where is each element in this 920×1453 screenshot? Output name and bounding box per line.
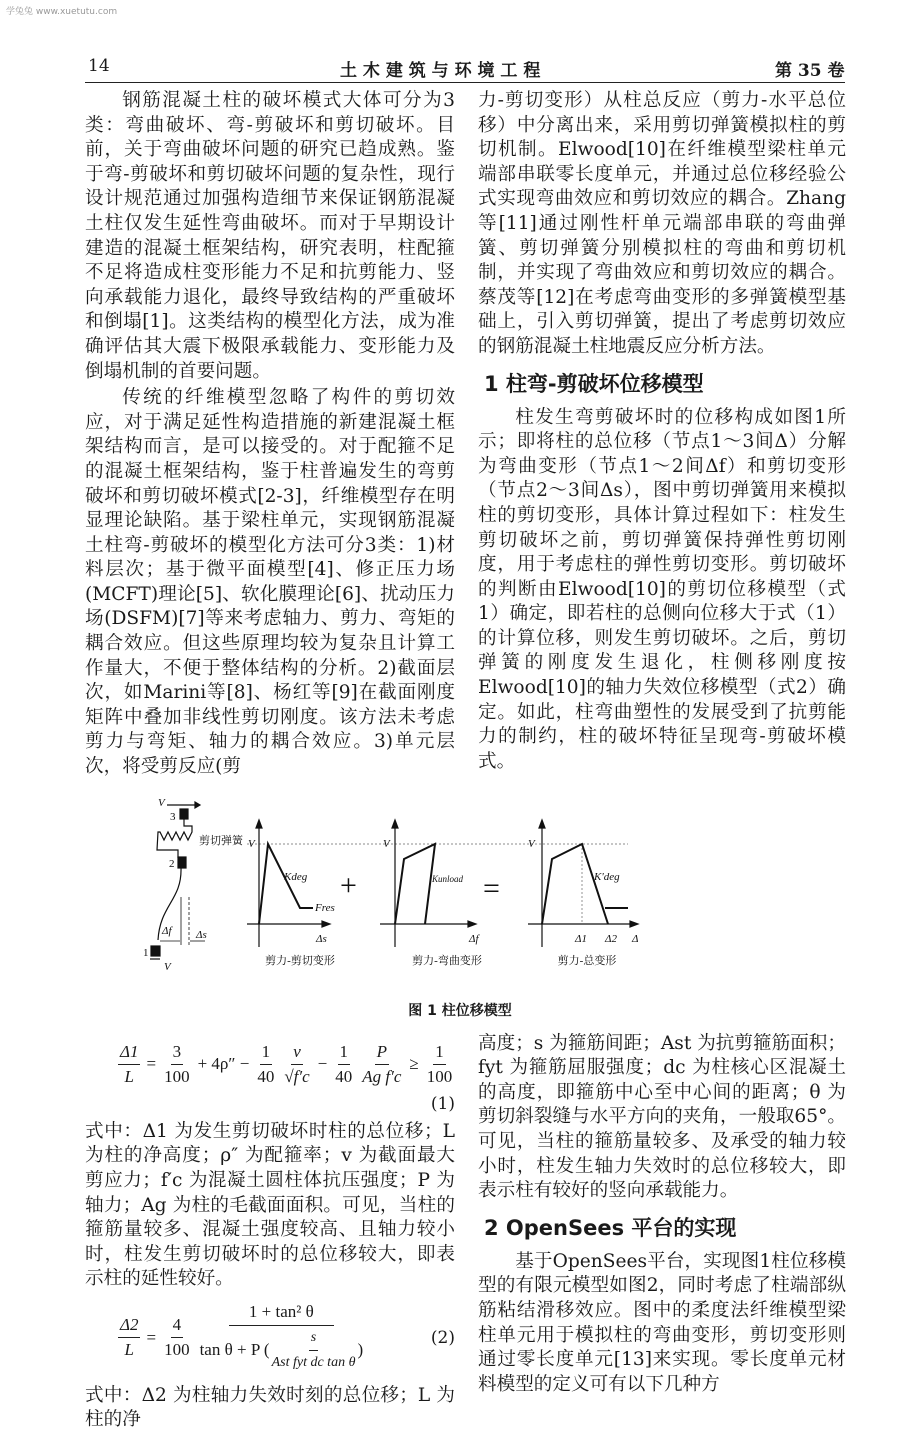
flexure-curve: [395, 844, 435, 924]
section-heading-1: 1 柱弯-剪破坏位移模型: [484, 371, 704, 396]
delta2-label: Δ2: [605, 932, 617, 945]
delta-s-axis: Δs: [316, 932, 327, 945]
delta-f-axis: Δf: [469, 932, 479, 945]
subcaption-shear: 剪力-剪切变形: [265, 954, 335, 967]
header-rule: [85, 82, 845, 83]
bottom-section: [0, 1032, 846, 1433]
subcaption-flexure: 剪力-弯曲变形: [412, 954, 482, 967]
equation-number-2: (2): [430, 1327, 455, 1348]
paragraph: 高度；s 为箍筋间距；Ast 为抗剪箍筋面积；fyt 为箍筋屈服强度；dc 为柱核心区混凝土的高度，即箍筋中心至中心间的距离；θ 为剪切斜裂缝与水平方向的夹角，一般取65°。可见，当柱的箍筋量较多、及承受的轴力较小时，柱发生轴力失效时的总位移较大，即表示柱有较好的竖向承载能力。: [478, 1032, 846, 1202]
v-label: V: [164, 960, 171, 973]
equation-number-1: (1): [430, 1093, 455, 1114]
node-2-label: 2: [169, 857, 175, 870]
spring-label: 剪切弹簧: [199, 834, 243, 847]
equation-1: $\frac{\Delta 1}{L}$ = $\frac{3}{100}$ + 4ρ″ − $\frac{1}{40}$ v √f′c − $\frac{1}{40}$ $\frac{P}{\text{Ag f′c}}$ ≥ $\frac{1}{100}$: [120, 1041, 453, 1087]
node-1: [151, 946, 160, 956]
top-section: [0, 0, 846, 780]
paragraph: 力-剪切变形）从柱总反应（剪力-水平总位移）中分离出来，采用剪切弹簧模拟柱的剪切机制。Elwood[10]在纤维模型梁柱单元端部串联零长度单元，并通过总位移经验公式实现弯曲效应和剪切效应的耦合。Zhang 等[11]通过刚性杆单元端部串联的弯曲弹簧、剪切弹簧分别模拟柱的弯曲和剪切机制，并实现了弯曲效应和剪切效应的耦合。蔡茂等[12]在考虑弯曲变形的多弹簧模型基础上，引入剪切弹簧，提出了考虑剪切效应的钢筋混凝土柱地震反应分析方法。: [478, 90, 846, 357]
kunload-label: Kunload: [432, 873, 464, 884]
watermark: 学兔兔 www.xuetutu.com: [6, 7, 118, 17]
delta-s-label: Δs: [196, 928, 207, 941]
node-3-label: 3: [170, 810, 176, 823]
delta1-label: Δ1: [575, 932, 587, 945]
paragraph: 式中：Δ2 为柱轴力失效时刻的总位移；L 为柱的净: [85, 1384, 455, 1431]
plus-sign: +: [340, 868, 357, 902]
paragraph: 式中：Δ1 为发生剪切破坏时柱的总位移；L 为柱的净高度；ρ″ 为配箍率；v 为截面最大剪应力；f′c 为混凝土圆柱体抗压强度；P 为轴力；Ag 为柱的毛截面面积。可见，当柱的箍筋量较多、混凝土强度较高、且轴力较小时，柱发生剪切破坏时的总位移较大，即表示柱的延性较好。: [85, 1120, 455, 1290]
node-2: [178, 857, 186, 868]
volume-label: 第 35 卷: [775, 61, 845, 81]
v-axis-label: V: [383, 837, 390, 850]
right-column: [478, 89, 846, 780]
v-label: V: [158, 796, 165, 809]
figure-caption: 图 1 柱位移模型: [408, 1002, 512, 1019]
kdeg-label: Kdeg: [284, 870, 308, 883]
section-heading-2: 2 OpenSees 平台的实现: [484, 1215, 737, 1240]
figure-1-container: [0, 790, 920, 1000]
paragraph: 柱发生弯剪破坏时的位移构成如图1所示；即将柱的总位移（节点1～3间Δ）分解为弯曲变形（节点1～2间Δf）和剪切变形（节点2～3间Δs），图中剪切弹簧用来模拟柱的剪切变形，具体计算过程如下：柱发生剪切破坏之前，剪切弹簧保持弹性剪切刚度，用于考虑柱的弹性剪切变形。剪切破坏的判断由Elwood[10]的剪切位移模型（式1）确定，即若柱的总侧向位移大于式（1）的计算位移，则发生剪切破坏。之后，剪切弹簧的刚度发生退化，柱侧移刚度按Elwood[10]的轴力失效位移模型（式2）确定。如此，柱弯曲塑性的发展受到了抗剪能力的制约，柱的破坏特征呈现弯-剪破坏模式。: [478, 406, 846, 772]
paragraph: 基于OpenSees平台，实现图1柱位移模型的有限元模型如图2，同时考虑了柱端部纵筋粘结滑移效应。图中的柔度法纤维模型梁柱单元用于模拟柱的弯曲变形，剪切变形则通过零长度单元[13]来实现。零长度单元材料模型的定义可有以下几种方: [478, 1250, 846, 1395]
paragraph: 传统的纤维模型忽略了构件的剪切效应，对于满足延性构造措施的新建混凝土框架结构而言，是可以接受的。对于配箍不足的混凝土框架结构，鉴于柱普遍发生的弯剪破坏和剪切破坏模式[2-3]，纤维模型存在明显理论缺陷。基于梁柱单元，实现钢筋混凝土柱弯-剪破坏的模型化方法可分3类：1)材料层次；基于微平面模型[4]、修正压力场(MCFT)理论[5]、软化膜理论[6]、扰动压力场(DSFM)[7]等来考虑轴力、剪力、弯矩的耦合效应。但这些原理均较为复杂且计算工作量大，不便于整体结构的分析。2)截面层次，如Marini等[8]、杨红等[9]在截面刚度矩阵中叠加非线性剪切刚度。该方法未考虑剪力与弯矩、轴力的耦合效应。3)单元层次，将受剪反应(剪: [85, 387, 455, 778]
kdeg-prime-label: K'deg: [594, 870, 620, 883]
paragraph: 钢筋混凝土柱的破坏模式大体可分为3类：弯曲破坏、弯-剪破坏和剪切破坏。目前，关于弯曲破坏问题的研究已趋成熟。鉴于弯-剪破坏和剪切破坏问题的复杂性，现行设计规范通过加强构造细节来保证钢筋混凝土柱仅发生延性弯曲破坏。而对于早期设计建造的混凝土框架结构，研究表明，柱配箍不足将造成柱变形能力不足和抗剪能力、竖向承载能力退化，最终导致结构的严重破坏和倒塌[1]。这类结构的模型化方法，成为准确评估其大震下极限承载能力、变形能力及倒塌机制的首要问题。: [85, 90, 455, 382]
journal-title: 土 木 建 筑 与 环 境 工 程: [340, 61, 541, 81]
delta-label: Δ: [632, 932, 639, 945]
fres-label: Fres: [315, 901, 335, 914]
left-column: [85, 89, 455, 780]
right-column-bottom: [478, 1032, 846, 1433]
subcaption-total: 剪力-总变形: [557, 954, 617, 967]
delta-f-label: Δf: [162, 924, 172, 937]
equation-2-row: [85, 1300, 455, 1376]
v-axis-label: V: [248, 837, 255, 850]
figure-1: [0, 790, 920, 1000]
node-3: [180, 809, 188, 819]
equation-2: $\frac{\Delta 2}{L}$ = $\frac{4}{100}$ 1 + tan² θ tan θ + P ( s Ast fyt dc tan θ ): [120, 1301, 364, 1371]
page-number: 14: [88, 56, 110, 76]
equals-sign: =: [483, 871, 500, 905]
shear-spring: [157, 819, 192, 858]
left-column-bottom: [85, 1032, 455, 1433]
total-curve: [542, 844, 608, 924]
shear-curve: [259, 844, 313, 924]
node-1-label: 1: [143, 946, 149, 959]
v-axis-label: V: [528, 837, 535, 850]
